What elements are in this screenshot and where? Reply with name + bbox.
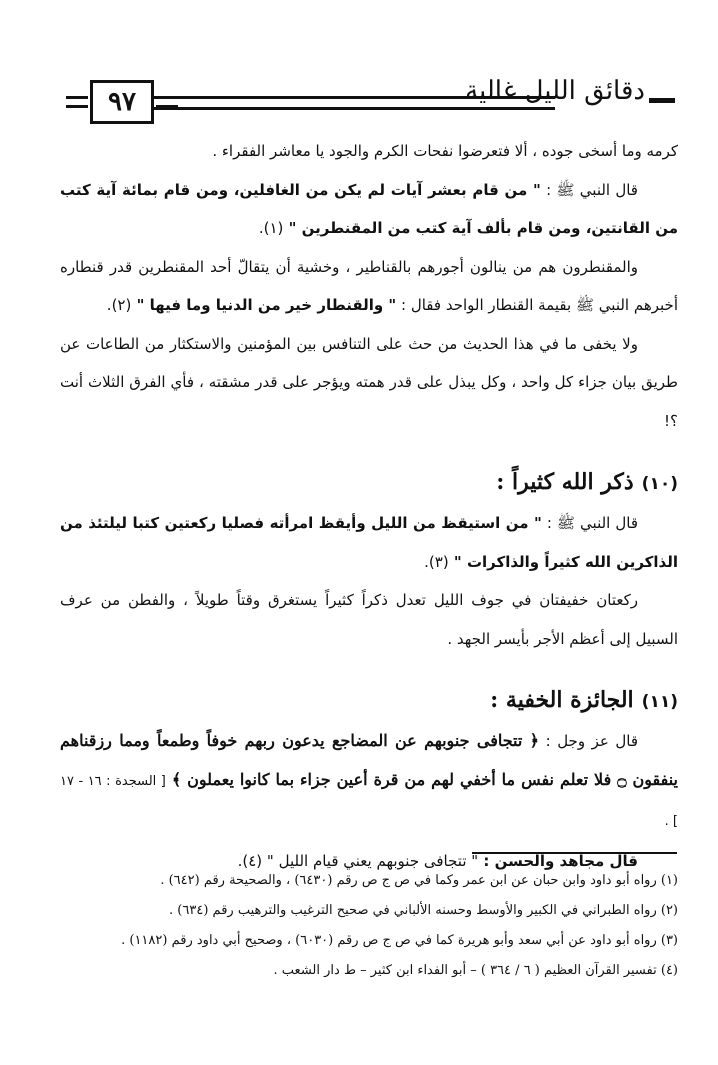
footnote-ref: (٣). <box>424 552 449 571</box>
verse-reference: [ السجدة : ١٦ - ١٧ ] . <box>60 773 678 829</box>
section-number: (١١) <box>641 692 678 712</box>
main-text <box>60 132 678 880</box>
running-title: دقائق الليل غالية <box>465 76 645 106</box>
footnote: (٤) تفسير القرآن العظيم ( ٦ / ٣٦٤ ) – أبو الفداء ابن كثير – ط دار الشعب . <box>273 963 678 978</box>
hadith-quote: " والقنطار خير من الدنيا وما فيها " <box>131 296 397 314</box>
quran-verse: ﴿ تتجافى جنوبهم عن المضاجع يدعون ربهم خوفاً وطمعاً ومما رزقناهم ينفقون ۝ فلا تعلم نفس ما أخفي لهم من قرة أعين جزاء بما كانوا يعملون ﴾ <box>60 731 679 789</box>
section-heading-11 <box>60 680 678 722</box>
quran-paragraph <box>60 722 678 842</box>
quote: " تتجافى جنوبهم يعني قيام الليل " <box>262 851 479 870</box>
section-number: (١٠) <box>641 474 678 494</box>
paragraph-text: ركعتان خفيفتان في جوف الليل تعدل ذكراً كثيراً يستغرق وقتاً طويلاً ، والفطن من عرف السبيل إلى أعظم الأجر بأيسر الجهد . <box>60 591 678 648</box>
paragraph-text: ولا يخفى ما في هذا الحديث من حث على التنافس بين المؤمنين والاستكثار من الطاعات عن طريق بيان جزاء كل واحد ، وكل يبذل على قدر همته ويؤجر على قدر مشقته ، فأي الفرق الثلاث أنت ؟! <box>60 334 678 430</box>
footnote-ref: (٢). <box>106 296 132 314</box>
section-title: ذكر الله كثيراً : <box>496 469 634 495</box>
hadith-paragraph <box>60 171 678 248</box>
footnote: (١) رواه أبو داود وابن حبان عن ابن عمر وكما في ص ج ص رقم (٦٤٣٠) ، والصحيحة رقم (٦٤٢) . <box>160 873 678 888</box>
page-header <box>60 78 675 126</box>
paragraph <box>60 325 678 441</box>
paragraph-text: قال مجاهد والحسن : <box>478 851 638 870</box>
paragraph <box>60 132 678 171</box>
paragraph <box>60 581 678 658</box>
footnote-ref: (١). <box>258 219 284 237</box>
footnote-ref: (٤). <box>237 851 263 870</box>
paragraph-text: قال عز وجل : <box>539 732 639 750</box>
footnotes <box>60 866 678 986</box>
paragraph-text: قال النبي ﷺ : <box>541 514 638 532</box>
footnote-separator <box>472 852 677 854</box>
hadith-quote: " من استيقظ من الليل وأيقظ امرأته فصليا ركعتين كتبا ليلتئذ من الذاكرين الله كثيراً والذاكرات " <box>60 514 678 571</box>
hadith-paragraph <box>60 504 678 581</box>
page-number: ٩٧ <box>90 80 154 124</box>
paragraph-text: والمقنطرون هم من ينالون أجورهم بالقناطير ، وخشية أن يتقالّ أحد المقنطرين قدر قنطاره أخبرهم النبي ﷺ بقيمة القنطار الواحد فقال : <box>60 257 678 314</box>
footnote: (٣) رواه أبو داود عن أبي سعد وأبو هريرة كما في ص ج ص رقم (٦٠٣٠) ، وصحيح أبي داود رقم (١١٨٢) . <box>121 933 678 948</box>
hadith-quote: " من قام بعشر آيات لم يكن من الغافلين، ومن قام بمائة آية كتب من القانتين، ومن قام بألف آية كتب من المقنطرين " <box>60 180 678 237</box>
paragraph-text: قال النبي ﷺ : <box>540 180 638 199</box>
section-heading-10 <box>60 462 678 504</box>
header-dash <box>649 98 675 103</box>
section-title: الجائزة الخفية : <box>490 687 634 713</box>
paragraph-text: كرمه وما أسخى جوده ، ألا فتعرضوا نفحات الكرم والجود يا معاشر الفقراء . <box>212 142 678 160</box>
footnote: (٢) رواه الطبراني في الكبير والأوسط وحسنه الألباني في صحيح الترغيب والترهيب رقم (٦٣٤) . <box>169 903 678 918</box>
paragraph <box>60 248 678 325</box>
